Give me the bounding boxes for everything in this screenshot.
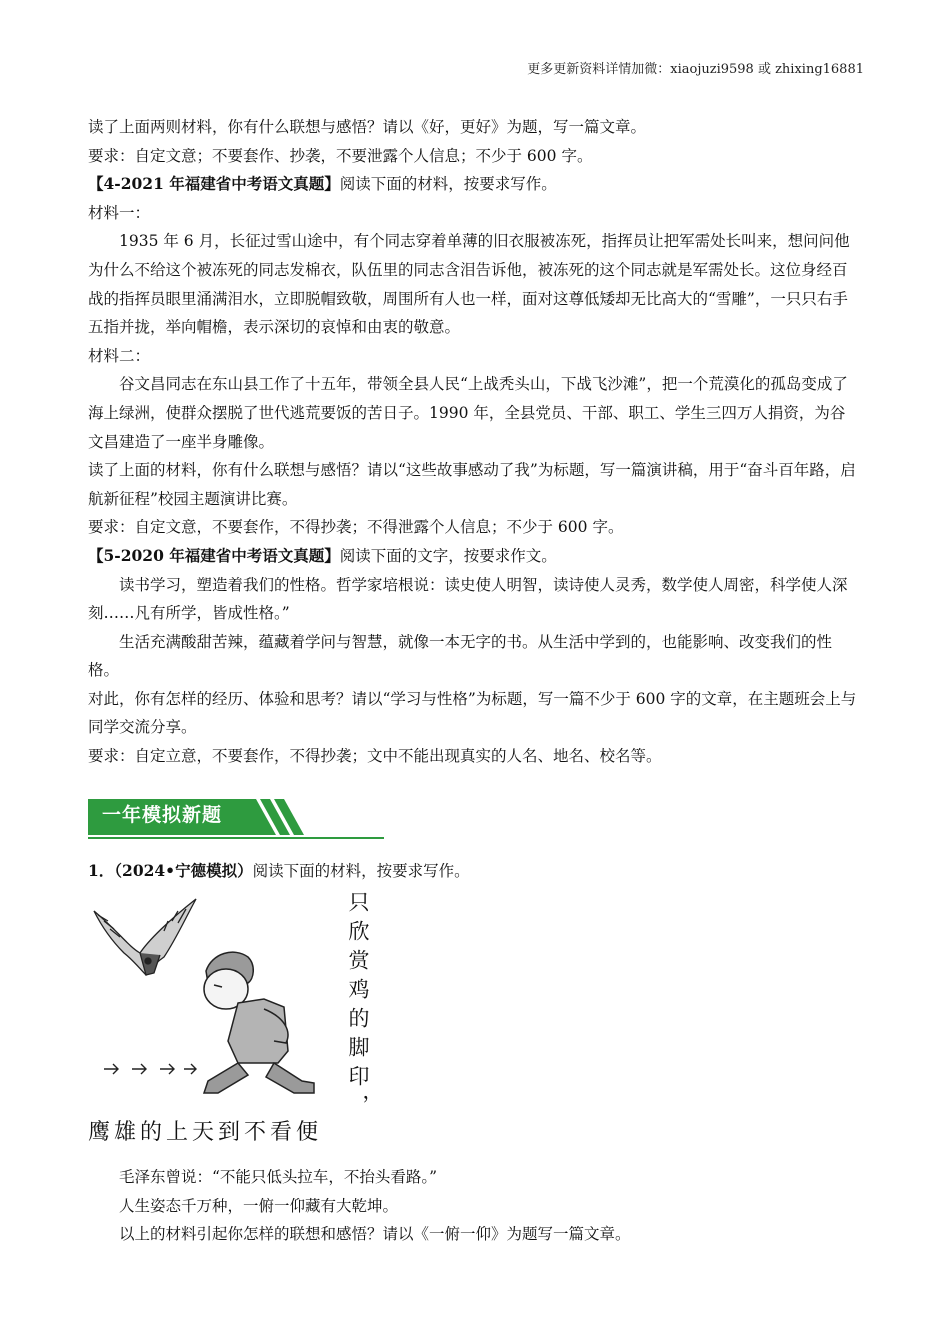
cartoon-figure [88, 891, 388, 1151]
material-2-label: 材料二： [88, 346, 151, 365]
material-1-text: 1935 年 6 月，长征过雪山途中，有个同志穿着单薄的旧衣服被冻死，指挥员让把军需处长叫来，想问问他为什么不给这个被冻死的同志发棉衣，队伍里的同志含泪告诉他，被冻死的这个同志就是军需处长。这位身经百战的指挥员眼里涌满泪水，立即脱帽致敬，周围所有人也一样，面对这尊低矮却无比高大的“雪雕”，一只只右手五指并拢，举向帽檐，表示深切的哀悼和由衷的敬意。 [88, 232, 850, 337]
question-5-heading [88, 542, 860, 571]
question-5-tag: 【5-2020 年福建省中考语文真题】 [88, 545, 340, 565]
footprint-arrows [104, 1064, 196, 1074]
cartoon-vertical-caption: 只欣赏鸡的脚印， [346, 891, 370, 1124]
intro-task: 读了上面两则材料，你有什么联想与感悟？请以《好，更好》为题，写一篇文章。 [88, 118, 647, 136]
question-5-paragraph-1: 读书学习，塑造着我们的性格。哲学家培根说：读史使人明智，读诗使人灵秀，数学使人周密，科学使人深刻……凡有所学，皆成性格。” [88, 575, 848, 623]
section-banner [88, 793, 388, 841]
question-4-requirements: 要求：自定文意，不要套作，不得抄袭；不得泄露个人信息；不少于 600 字。 [88, 518, 624, 537]
cartoon-bottom-caption: 鹰雄的上天到不看便 [88, 1120, 323, 1146]
material-2-text: 谷文昌同志在东山县工作了十五年，带领全县人民“上战秃头山，下战飞沙滩”，把一个荒漠化的孤岛变成了海上绿洲，使群众摆脱了世代逃荒要饭的苦日子。1990 年，全县党员、干部、职工、学生三四万人捐资，为谷文昌建造了一座半身雕像。 [88, 375, 848, 451]
banner-title: 一年模拟新题 [102, 803, 223, 826]
question-1-heading [88, 857, 860, 886]
question-5-task: 对此，你有怎样的经历、体验和思考？请以“学习与性格”为标题，写一篇不少于 600 字的文章，在主题班会上与同学交流分享。 [88, 689, 857, 737]
question-5-requirements: 要求：自定立意，不要套作，不得抄袭；文中不能出现真实的人名、地名、校名等。 [88, 747, 662, 766]
question-5-paragraph-2: 生活充满酸甜苦辣，蕴藏着学问与智慧，就像一本无字的书。从生活中学到的，也能影响、改变我们的性格。 [88, 632, 833, 680]
eagle-drawing [94, 899, 196, 975]
question-1-prompt: 阅读下面的材料，按要求写作。 [252, 861, 470, 880]
walking-man-drawing [204, 952, 314, 1093]
cartoon-illustration [88, 891, 348, 1121]
question-1-task: 以上的材料引起你怎样的联想和感悟？请以《一俯一仰》为题写一篇文章。 [119, 1225, 631, 1244]
question-1-tag: （2024•宁德模拟） [114, 860, 253, 880]
attitude-line: 人生姿态千万种，一俯一仰藏有大乾坤。 [119, 1196, 399, 1215]
intro-requirements: 要求：自定文意；不要套作、抄袭，不要泄露个人信息；不少于 600 字。 [88, 146, 593, 165]
question-4-task: 读了上面的材料，你有什么联想与感悟？请以“这些故事感动了我”为标题，写一篇演讲稿，用于“奋斗百年路，启航新征程”校园主题演讲比赛。 [88, 461, 856, 508]
material-1-label: 材料一： [88, 203, 151, 222]
question-4-tag: 【4-2021 年福建省中考语文真题】 [88, 174, 340, 194]
quote-line: 毛泽东曾说：“不能只低头拉车，不抬头看路。” [119, 1168, 438, 1187]
document-body [88, 113, 860, 1249]
question-5-prompt: 阅读下面的文字，按要求作文。 [339, 546, 557, 565]
header-note: 更多更新资料详情加微：xiaojuzi9598 或 zhixing16881 [527, 62, 864, 77]
question-4-heading [88, 170, 860, 199]
question-4-prompt: 阅读下面的材料，按要求写作。 [339, 175, 557, 194]
question-1-number: 1． [88, 860, 115, 880]
